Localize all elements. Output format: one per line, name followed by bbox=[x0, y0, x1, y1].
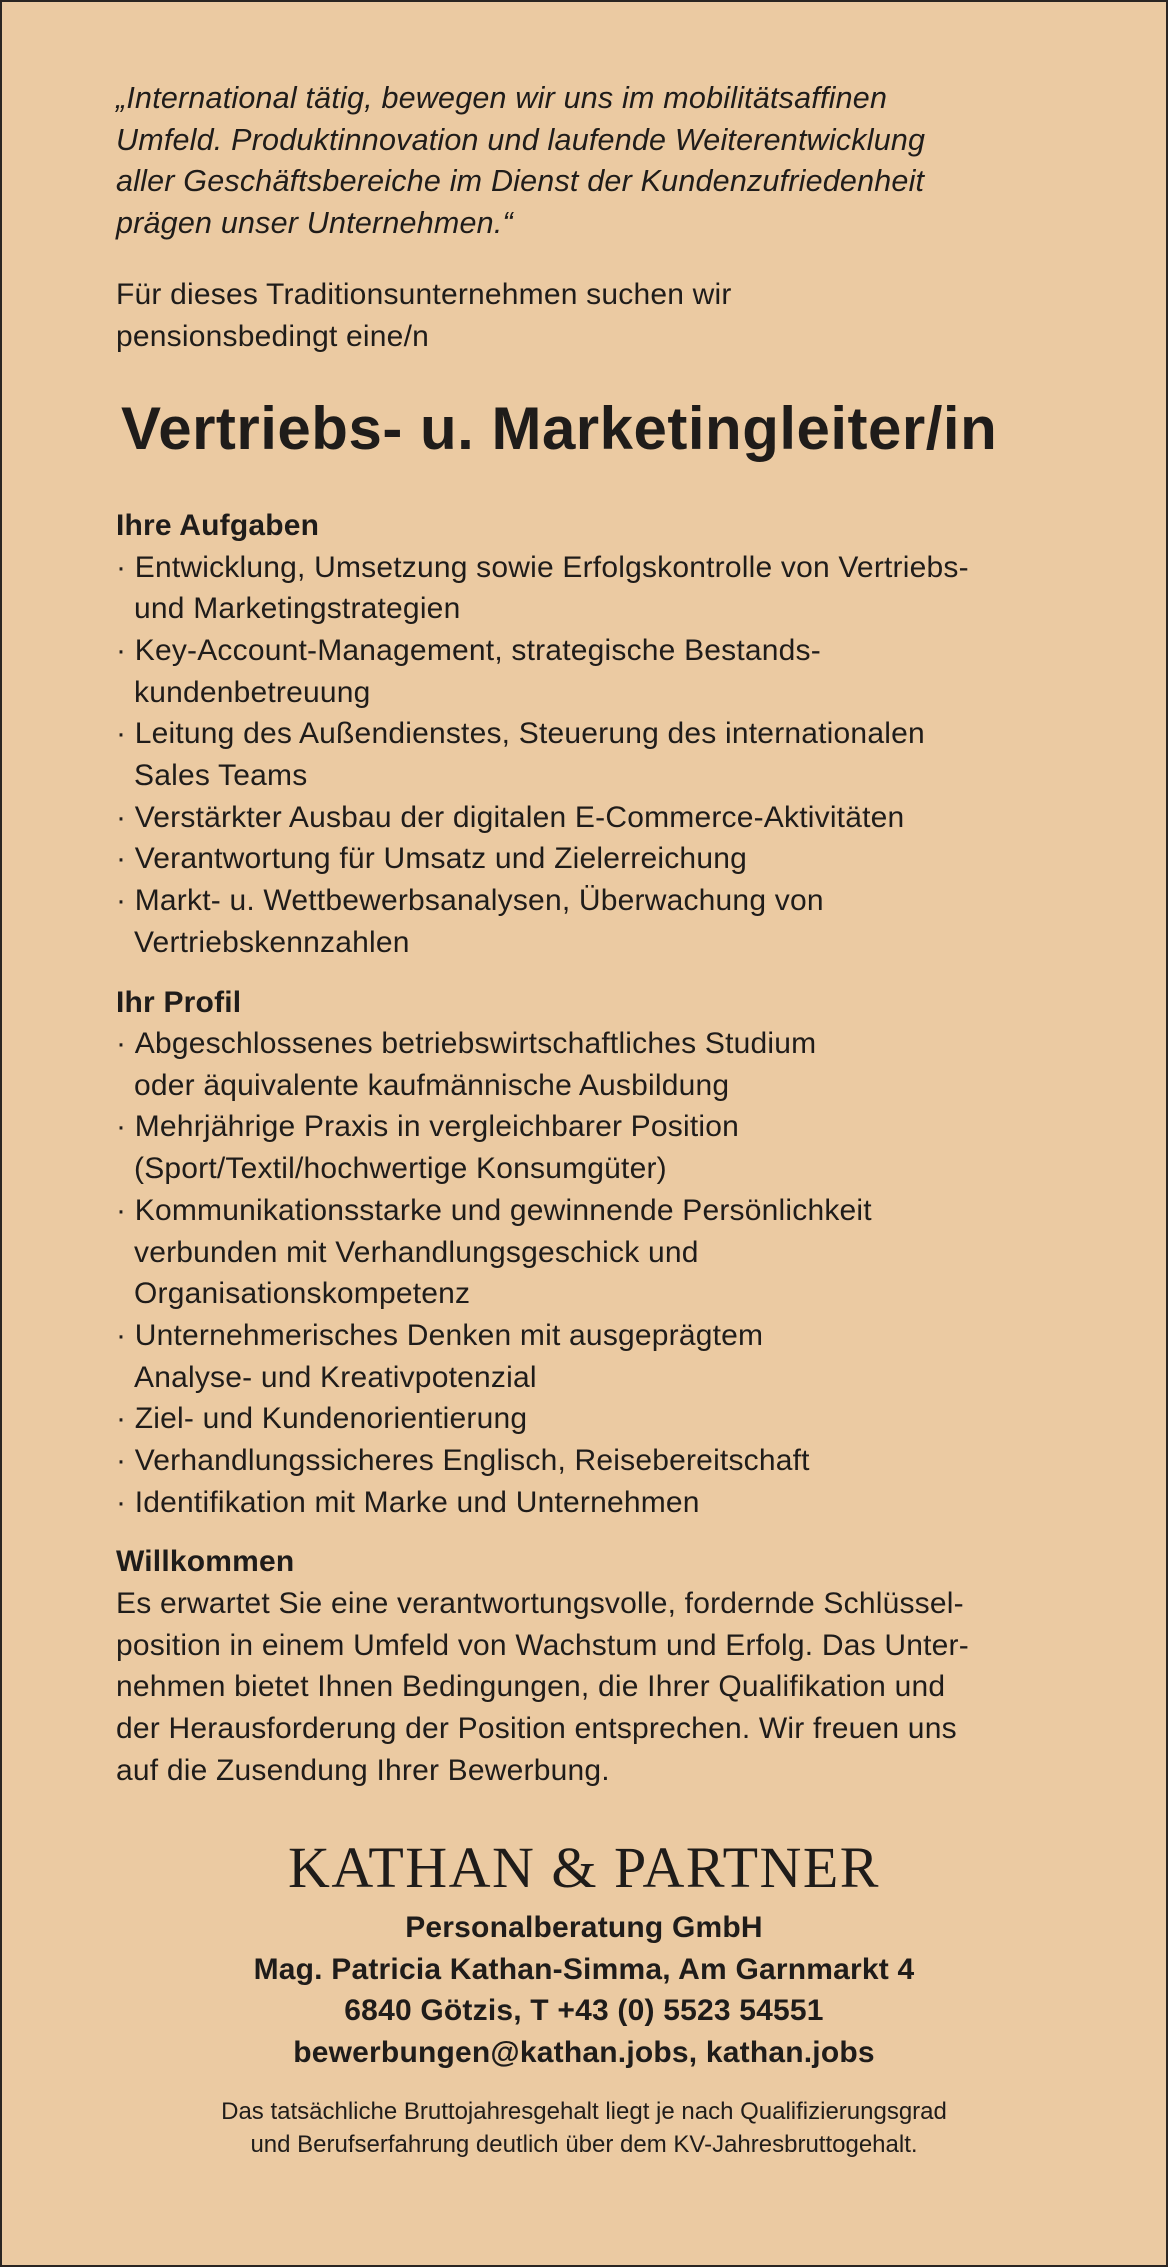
contact-city-phone: 6840 Götzis, T +43 (0) 5523 54551 bbox=[344, 1994, 824, 2028]
company-quote: „International tätig, bewegen wir uns im mobilitätsaffinen Umfeld. Produktinnovation und laufende Weiterentwicklung aller Geschäftsbereiche im Dienst der Kundenzufriedenheit prägen unser Unternehmen.“ bbox=[116, 81, 926, 240]
profile-list bbox=[116, 1023, 1078, 1523]
task-item: · Key-Account-Management, strategische Bestands- kundenbetreuung bbox=[116, 630, 1078, 713]
profile-item: · Unternehmerisches Denken mit ausgeprägtem Analyse- und Kreativpotenzial bbox=[116, 1315, 1078, 1398]
profile-item: · Mehrjährige Praxis in vergleichbarer Position (Sport/Textil/hochwertige Konsumgüter) bbox=[116, 1106, 1078, 1189]
profile-item: · Abgeschlossenes betriebswirtschaftliches Studium oder äquivalente kaufmännische Ausbildung bbox=[116, 1023, 1078, 1106]
task-item: · Verstärkter Ausbau der digitalen E-Commerce-Aktivitäten bbox=[116, 797, 1078, 839]
task-item: · Leitung des Außendienstes, Steuerung des internationalen Sales Teams bbox=[116, 713, 1078, 796]
job-title: Vertriebs- u. Marketingleiter/in bbox=[121, 395, 998, 462]
profile-item: · Kommunikationsstarke und gewinnende Persönlichkeit verbunden mit Verhandlungsgeschick und Organisationskompetenz bbox=[116, 1190, 1078, 1315]
welcome-text: Es erwartet Sie eine verantwortungsvolle, fordernde Schlüssel- position in einem Umfeld von Wachstum und Erfolg. Das Unter- nehmen bietet Ihnen Bedingungen, die Ihrer Qualifikation und der Herausforderung der Position entsprechen. Wir freuen uns auf die Zusendung Ihrer Bewerbung. bbox=[116, 1586, 969, 1787]
task-item: · Verantwortung für Umsatz und Zielerreichung bbox=[116, 838, 1078, 880]
profile-section bbox=[116, 982, 1078, 1524]
profile-heading: Ihr Profil bbox=[116, 985, 242, 1019]
profile-item: · Verhandlungssicheres Englisch, Reisebereitschaft bbox=[116, 1440, 1078, 1482]
company-subtitle: Personalberatung GmbH bbox=[405, 1911, 763, 1945]
contact-email-web: bewerbungen@kathan.jobs, kathan.jobs bbox=[293, 2035, 875, 2069]
contact-person-address: Mag. Patricia Kathan-Simma, Am Garnmarkt 4 bbox=[253, 1952, 915, 1986]
task-item: · Entwicklung, Umsetzung sowie Erfolgskontrolle von Vertriebs- und Marketingstrategien bbox=[116, 547, 1078, 630]
company-block bbox=[90, 1835, 1078, 2073]
welcome-section bbox=[116, 1541, 1078, 1791]
salary-footnote: Das tatsächliche Bruttojahresgehalt liegt je nach Qualifizierungsgrad und Berufserfahrung deutlich über dem KV-Jahresbruttogehalt. bbox=[221, 2098, 947, 2159]
task-item: · Markt- u. Wettbewerbsanalysen, Überwachung von Vertriebskennzahlen bbox=[116, 880, 1078, 963]
welcome-heading: Willkommen bbox=[116, 1545, 295, 1579]
tasks-list bbox=[116, 547, 1078, 964]
tasks-section bbox=[116, 505, 1078, 964]
tasks-heading: Ihre Aufgaben bbox=[116, 509, 320, 542]
profile-item: · Identifikation mit Marke und Unternehmen bbox=[116, 1482, 1078, 1524]
company-logo: KATHAN & PARTNER bbox=[288, 1835, 880, 1901]
intro-text: Für dieses Traditionsunternehmen suchen wir pensionsbedingt eine/n bbox=[116, 278, 732, 353]
profile-item: · Ziel- und Kundenorientierung bbox=[116, 1398, 1078, 1440]
